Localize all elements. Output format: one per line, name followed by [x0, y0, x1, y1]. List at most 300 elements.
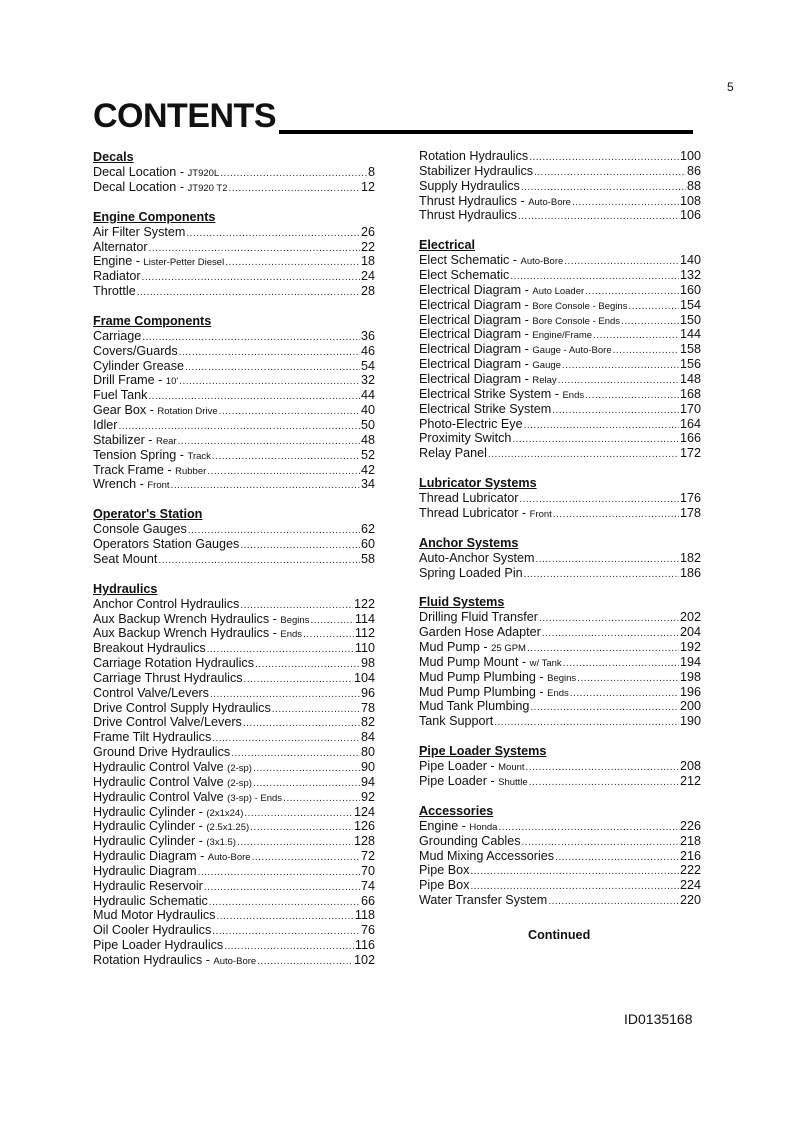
toc-entry[interactable] [93, 612, 375, 627]
entry-qualifier: Auto Loader [532, 285, 585, 297]
entry-title [93, 641, 206, 656]
toc-entry[interactable] [93, 938, 375, 953]
entry-main-text: Mud Pump Plumbing [419, 684, 536, 699]
toc-entry[interactable] [93, 403, 375, 418]
entry-title: Aux Backup Wrench Hydraulics - Ends [93, 626, 303, 641]
toc-entry[interactable] [93, 284, 375, 299]
entry-page-number: 164 [679, 416, 701, 431]
dot-leader [564, 255, 679, 270]
dot-leader [548, 895, 679, 910]
dot-leader [179, 346, 360, 361]
entry-page-number: 128 [353, 834, 375, 849]
entry-main-text: Mud Pump [419, 640, 480, 655]
toc-entry[interactable] [93, 165, 375, 180]
entry-main-text: Drill Frame [93, 373, 155, 388]
entry-title [93, 552, 157, 567]
entry-page-number: 100 [679, 149, 701, 163]
toc-entry[interactable] [419, 357, 701, 372]
dot-leader [209, 896, 360, 911]
entry-main-text: Operators Station Gauges [93, 537, 240, 552]
toc-entry[interactable] [93, 180, 375, 195]
dot-leader [621, 315, 679, 330]
toc-entry[interactable] [419, 194, 701, 209]
entry-page-number: 26 [360, 224, 375, 239]
entry-main-text: Elect Schematic [419, 253, 510, 268]
toc-entry[interactable] [419, 179, 701, 194]
entry-title [93, 671, 243, 686]
entry-title: Wrench - Front [93, 477, 170, 492]
entry-qualifier: Auto-Bore [213, 955, 257, 967]
entry-title [419, 402, 551, 417]
toc-entry[interactable] [93, 433, 375, 448]
dot-leader [212, 450, 360, 465]
entry-page-number: 12 [360, 179, 375, 194]
entry-main-text: Anchor Control Hydraulics [93, 596, 240, 611]
toc-section-lubricator-systems [419, 476, 701, 521]
entry-title: Elect Schematic - Auto-Bore [419, 253, 564, 268]
dot-leader [219, 405, 360, 420]
toc-entry[interactable] [93, 849, 375, 864]
toc-entry[interactable] [93, 775, 375, 790]
toc-entry[interactable] [93, 834, 375, 849]
entry-title [419, 893, 547, 908]
toc-entry[interactable] [419, 878, 701, 893]
entry-page-number: 198 [679, 669, 701, 684]
toc-entry[interactable] [419, 849, 701, 864]
toc-entry[interactable] [419, 714, 701, 729]
document-id: ID0135168 [624, 1011, 693, 1027]
toc-entry[interactable] [419, 327, 701, 342]
entry-page-number: 202 [679, 610, 701, 625]
toc-entry[interactable] [419, 387, 701, 402]
entry-main-text: Tension Spring [93, 447, 177, 462]
toc-entry[interactable] [419, 208, 701, 223]
entry-title [419, 431, 511, 446]
dot-leader [542, 627, 679, 642]
entry-main-text: Thrust Hydraulics [419, 208, 517, 223]
toc-entry[interactable] [93, 908, 375, 923]
toc-entry[interactable] [93, 344, 375, 359]
entry-main-text: Cylinder Grease [93, 358, 184, 373]
toc-entry[interactable] [93, 225, 375, 240]
toc-entry[interactable] [93, 671, 375, 686]
toc-entry[interactable] [93, 552, 375, 567]
toc-entry[interactable] [93, 715, 375, 730]
dot-leader [212, 925, 360, 940]
dot-leader [255, 658, 360, 673]
entry-title [419, 834, 521, 849]
entry-page-number: 182 [679, 550, 701, 565]
entry-page-number: 150 [679, 312, 701, 327]
page-header [93, 96, 693, 136]
entry-page-number: 114 [354, 611, 375, 626]
toc-section-decals [93, 150, 375, 195]
entry-main-text: Hydraulic Diagram [93, 849, 197, 864]
toc-entry[interactable] [419, 893, 701, 908]
toc-entry[interactable] [419, 342, 701, 357]
entry-qualifier: Ends [547, 687, 569, 699]
entry-title: Decal Location - JT920 T2 [93, 179, 228, 194]
section-heading: Decals [93, 150, 134, 164]
entry-title [93, 388, 147, 403]
entry-title [419, 417, 523, 432]
entry-qualifier: Auto-Bore [207, 852, 251, 864]
entry-title [419, 551, 535, 566]
dot-leader [534, 166, 686, 181]
dot-leader [512, 433, 679, 448]
toc-entry[interactable] [419, 268, 701, 283]
toc-entry[interactable] [93, 686, 375, 701]
entry-main-text: Electrical Strike System [419, 401, 552, 416]
toc-entry[interactable] [93, 879, 375, 894]
toc-entry[interactable] [93, 656, 375, 671]
toc-entry[interactable] [93, 388, 375, 403]
toc-entry[interactable] [419, 372, 701, 387]
entry-main-text: Carriage Rotation Hydraulics [93, 656, 254, 671]
entry-main-text: Drive Control Valve/Levers [93, 715, 242, 730]
entry-main-text: Electrical Diagram [419, 282, 522, 297]
entry-main-text: Garden Hose Adapter [419, 625, 541, 640]
toc-entry[interactable] [419, 313, 701, 328]
toc-entry[interactable] [419, 283, 701, 298]
entry-page-number: 194 [679, 654, 701, 669]
toc-section-frame-components [93, 314, 375, 492]
entry-main-text: Rotation Hydraulics [93, 952, 203, 967]
entry-main-text: Radiator [93, 269, 141, 284]
entry-title [93, 418, 118, 433]
toc-entry[interactable] [419, 506, 701, 521]
entry-main-text: Electrical Diagram [419, 342, 522, 357]
dot-leader [252, 851, 360, 866]
entry-title [93, 715, 242, 730]
entry-title [93, 745, 230, 760]
toc-entry[interactable] [419, 164, 701, 179]
entry-title: Electrical Strike System - Ends [419, 386, 585, 401]
toc-section-continued [419, 149, 701, 223]
entry-title [419, 625, 541, 640]
entry-title: Pipe Loader - Shuttle [419, 774, 528, 788]
entry-main-text: Ground Drive Hydraulics [93, 745, 231, 760]
entry-main-text: Mud Pump Mount [419, 654, 519, 669]
entry-main-text: Throttle [93, 284, 136, 299]
entry-main-text: Hydraulic Cylinder [93, 834, 196, 849]
toc-entry[interactable] [93, 864, 375, 879]
dot-leader [628, 300, 679, 315]
entry-qualifier: (2-sp) [227, 763, 252, 774]
entry-page-number: 170 [679, 401, 701, 416]
entry-page-number: 60 [360, 537, 375, 552]
toc-right-column [419, 149, 701, 923]
entry-main-text: Fuel Tank [93, 388, 148, 403]
entry-main-text: Thrust Hydraulics [419, 193, 517, 208]
entry-main-text: Pipe Loader [419, 759, 487, 774]
entry-main-text: Pipe Box [419, 863, 470, 878]
dot-leader [228, 182, 360, 197]
dot-leader [244, 807, 353, 822]
toc-entry[interactable] [419, 670, 701, 685]
toc-entry[interactable] [419, 610, 701, 625]
entry-qualifier: 25 GPM [491, 643, 526, 655]
entry-page-number: 102 [353, 952, 375, 967]
dot-leader [240, 539, 360, 554]
entry-main-text: Hydraulic Control Valve [93, 760, 224, 774]
dot-leader [158, 554, 360, 569]
entry-title: Mud Pump Plumbing - Ends [419, 684, 569, 699]
toc-entry[interactable] [419, 446, 701, 461]
entry-main-text: Mud Mixing Accessories [419, 848, 555, 863]
entry-title [419, 149, 528, 164]
dot-leader [310, 614, 354, 629]
toc-entry[interactable] [93, 923, 375, 938]
entry-title: Decal Location - JT920L [93, 165, 220, 179]
entry-title: Pipe Loader - Mount [419, 759, 525, 774]
entry-title: Electrical Diagram - Bore Console - Ends [419, 312, 621, 327]
toc-entry[interactable] [93, 760, 375, 775]
entry-main-text: Idler [93, 417, 118, 432]
entry-page-number: 58 [360, 551, 375, 566]
entry-main-text: Electrical Strike System [419, 386, 552, 401]
entry-title [93, 923, 211, 938]
entry-qualifier: Rotation Drive [157, 406, 218, 418]
toc-entry[interactable] [93, 597, 375, 612]
entry-page-number: 126 [353, 819, 375, 834]
entry-page-number: 78 [360, 700, 375, 715]
entry-page-number: 200 [679, 699, 701, 714]
entry-main-text: Aux Backup Wrench Hydraulics [93, 626, 270, 641]
entry-qualifier: (2-sp) [227, 777, 252, 789]
toc-entry[interactable] [93, 329, 375, 344]
entry-qualifier: Honda [469, 821, 498, 833]
toc-entry[interactable] [419, 298, 701, 313]
section-heading: Engine Components [93, 209, 216, 224]
entry-title [419, 208, 517, 223]
entry-page-number: 34 [360, 477, 375, 492]
toc-entry[interactable] [93, 463, 375, 478]
entry-page-number: 168 [679, 386, 701, 401]
entry-page-number: 24 [360, 269, 375, 284]
entry-page-number: 88 [686, 178, 701, 193]
toc-entry[interactable] [93, 626, 375, 641]
entry-page-number: 118 [354, 908, 375, 923]
dot-leader [186, 227, 360, 242]
section-heading: Electrical [419, 238, 476, 253]
toc-entry[interactable] [93, 819, 375, 834]
entry-page-number: 106 [679, 208, 701, 223]
entry-title: Electrical Diagram - Engine/Frame [419, 327, 593, 342]
entry-page-number: 70 [360, 863, 375, 878]
entry-page-number: 212 [679, 774, 701, 788]
entry-main-text: Auto-Anchor System [419, 550, 535, 565]
entry-page-number: 92 [360, 789, 375, 804]
entry-page-number: 52 [360, 447, 375, 462]
toc-entry[interactable] [93, 701, 375, 716]
entry-main-text: Covers/Guards [93, 343, 178, 358]
entry-main-text: Hydraulic Schematic [93, 893, 208, 908]
entry-page-number: 226 [679, 818, 701, 833]
toc-entry[interactable] [419, 759, 701, 774]
toc-entry[interactable] [93, 240, 375, 255]
entry-title: Thrust Hydraulics - Auto-Bore [419, 193, 571, 208]
entry-title [419, 714, 493, 729]
toc-entry[interactable] [419, 551, 701, 566]
entry-page-number: 132 [679, 268, 701, 283]
toc-entry[interactable] [419, 402, 701, 417]
entry-page-number: 90 [360, 760, 375, 774]
entry-title [419, 164, 533, 179]
toc-entry[interactable] [419, 774, 701, 789]
toc-entry[interactable] [93, 448, 375, 463]
entry-page-number: 80 [360, 745, 375, 760]
toc-entry[interactable] [93, 269, 375, 284]
entry-page-number: 158 [679, 342, 701, 357]
toc-section-hydraulics [93, 582, 375, 968]
toc-entry[interactable] [93, 254, 375, 269]
toc-section-accessories [419, 804, 701, 908]
entry-title: Thread Lubricator - Front [419, 505, 552, 520]
toc-entry[interactable] [93, 805, 375, 820]
entry-main-text: Stabilizer [93, 432, 145, 447]
entry-page-number: 154 [679, 297, 701, 312]
entry-qualifier: Gauge - Auto-Bore [532, 345, 612, 357]
entry-title [419, 878, 469, 893]
entry-main-text: Electrical Diagram [419, 312, 522, 327]
entry-page-number: 218 [679, 833, 701, 848]
entry-page-number: 46 [360, 343, 375, 358]
entry-page-number: 176 [679, 491, 701, 506]
entry-main-text: Elect Schematic [419, 268, 510, 283]
entry-page-number: 96 [360, 685, 375, 700]
dot-leader [257, 955, 353, 970]
toc-entry[interactable] [93, 373, 375, 388]
toc-entry[interactable] [93, 790, 375, 805]
toc-entry[interactable] [419, 699, 701, 714]
toc-entry[interactable] [419, 566, 701, 581]
toc-entry[interactable] [419, 491, 701, 506]
toc-section-anchor-systems [419, 536, 701, 581]
toc-entry[interactable] [93, 894, 375, 909]
entry-title: Hydraulic Cylinder - (3x1.5) [93, 834, 236, 849]
dot-leader [613, 344, 679, 359]
entry-main-text: Hydraulic Cylinder [93, 819, 196, 834]
toc-entry[interactable] [93, 745, 375, 760]
section-heading: Hydraulics [93, 581, 158, 596]
toc-entry[interactable] [419, 431, 701, 446]
toc-entry[interactable] [419, 655, 701, 670]
toc-entry[interactable] [419, 834, 701, 849]
entry-title: Stabilizer - Rear [93, 432, 177, 447]
entry-page-number: 178 [679, 505, 701, 520]
entry-qualifier: Ends [562, 389, 585, 401]
toc-section-fluid-systems [419, 595, 701, 729]
toc-entry[interactable] [419, 640, 701, 655]
entry-main-text: Alternator [93, 239, 148, 254]
dot-leader [498, 821, 679, 836]
entry-title: Track Frame - Rubber [93, 462, 207, 477]
entry-page-number: 32 [360, 373, 375, 388]
entry-title: Gear Box - Rotation Drive [93, 403, 218, 418]
entry-main-text: Engine [419, 818, 459, 833]
entry-main-text: Hydraulic Cylinder [93, 804, 196, 819]
entry-main-text: Thread Lubricator [419, 491, 519, 506]
dot-leader [494, 716, 679, 731]
dot-leader [572, 196, 679, 211]
toc-entry[interactable] [419, 685, 701, 700]
dot-leader [552, 404, 679, 419]
entry-main-text: Console Gauges [93, 522, 187, 537]
entry-title [93, 686, 209, 701]
entry-title [419, 179, 520, 194]
dot-leader [553, 508, 679, 523]
toc-entry[interactable] [93, 477, 375, 492]
entry-title: Hydraulic Diagram - Auto-Bore [93, 849, 251, 864]
toc-entry[interactable] [93, 730, 375, 745]
entry-qualifier: Mount [498, 762, 525, 774]
entry-main-text: Tank Support [419, 714, 494, 729]
dot-leader [303, 628, 354, 643]
dot-leader [536, 553, 679, 568]
entry-qualifier: Front [147, 480, 170, 492]
entry-page-number: 148 [679, 371, 701, 386]
entry-page-number: 18 [360, 254, 375, 269]
toc-entry[interactable] [419, 625, 701, 640]
entry-main-text: Gear Box [93, 403, 147, 418]
toc-entry[interactable] [419, 149, 701, 164]
entry-main-text: Pipe Loader [419, 774, 487, 788]
toc-entry[interactable] [419, 253, 701, 268]
toc-entry[interactable] [93, 418, 375, 433]
toc-entry[interactable] [93, 359, 375, 374]
entry-title [419, 699, 529, 714]
entry-main-text: Carriage Thrust Hydraulics [93, 670, 243, 685]
dot-leader [562, 359, 679, 374]
toc-entry[interactable] [419, 819, 701, 834]
entry-qualifier: Shuttle [498, 777, 528, 788]
entry-title: Rotation Hydraulics - Auto-Bore [93, 952, 257, 967]
toc-section-electrical [419, 238, 701, 461]
entry-page-number: 186 [679, 565, 701, 580]
entry-page-number: 44 [360, 388, 375, 403]
entry-main-text: Hydraulic Control Valve [93, 774, 224, 789]
toc-entry[interactable] [93, 641, 375, 656]
section-heading: Operator's Station [93, 507, 203, 522]
entry-page-number: 40 [360, 403, 375, 418]
page-title: CONTENTS [93, 97, 276, 135]
entry-main-text: Supply Hydraulics [419, 178, 520, 193]
section-heading: Anchor Systems [419, 535, 519, 550]
entry-title: Mud Pump Mount - w/ Tank [419, 654, 562, 669]
entry-page-number: 82 [360, 715, 375, 730]
toc-entry[interactable] [419, 417, 701, 432]
entry-main-text: Control Valve/Levers [93, 685, 209, 700]
entry-main-text: Electrical Diagram [419, 357, 522, 372]
entry-title [93, 359, 184, 374]
toc-entry[interactable] [93, 953, 375, 968]
toc-entry[interactable] [93, 522, 375, 537]
entry-page-number: 62 [360, 522, 375, 537]
toc-entry[interactable] [93, 537, 375, 552]
entry-title: Electrical Diagram - Gauge - Auto-Bore [419, 342, 612, 357]
entry-main-text: Mud Tank Plumbing [419, 699, 530, 714]
entry-main-text: Carriage [93, 328, 142, 343]
dot-leader [529, 151, 679, 166]
entry-main-text: Electrical Diagram [419, 297, 522, 312]
entry-page-number: 50 [360, 417, 375, 432]
entry-title [93, 522, 187, 537]
toc-entry[interactable] [419, 863, 701, 878]
dot-leader [179, 375, 360, 390]
entry-qualifier: (2.5x1.25) [206, 822, 250, 834]
entry-page-number: 220 [679, 893, 701, 908]
